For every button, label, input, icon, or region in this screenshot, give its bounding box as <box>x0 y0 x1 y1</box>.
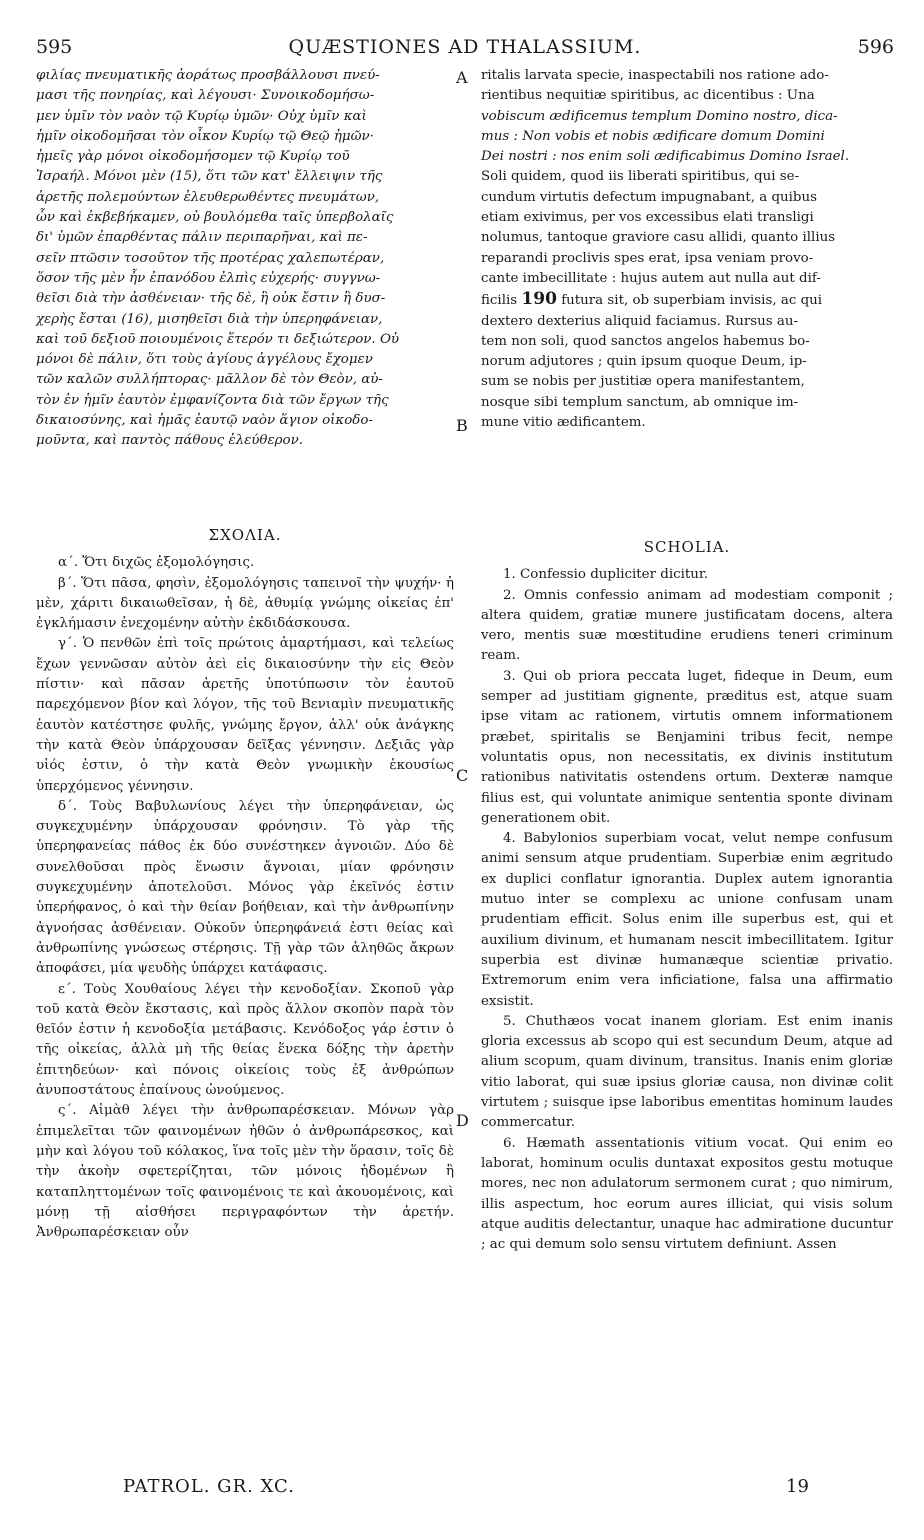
latin-line <box>481 289 893 311</box>
latin-line: norum adjutores ; quin ipsum quoque Deum, ip- <box>481 354 807 370</box>
page-number-right: 596 <box>857 36 894 58</box>
latin-line: sum se nobis per justitiæ opera manifestantem, <box>481 374 805 390</box>
latin-line: rientibus nequitiæ spiritibus, ac dicentibus : Una <box>481 88 815 104</box>
latin-line: Dei nostri : nos enim soli ædificabimus Domino Israel. <box>481 149 850 165</box>
latin-line: tem non soli, quod sanctos angelos habemus bo- <box>481 333 810 349</box>
greek-line: μοῦντα, καὶ παντὸς πάθους ἐλεύθερον. <box>36 433 303 449</box>
greek-scholion: ς΄. Αἱμὰθ λέγει τὴν ἀνθρωπαρέσκειαν. Μόνων γὰρ ἐπιμελεῖται τῶν φαινομένων ἠθῶν ὁ ἀνθρωπάρεσκος, καὶ μὴν καὶ λόγου τοῦ κόλακος, ἵνα τοῖς μὲν τὴν ὅρασιν, τοῖς δὲ τὴν ἀκοὴν σφετερίζηται, τῶν μόνοις ἡδομένων ἢ καταπληττομένων τοῖς φαινομένοις τε καὶ ἀκουομένοις, καὶ μόνῃ τῇ αἰσθήσει περιγραφόντων τὴν ἀρετήν. Ἀνθρωπαρέσκειαν οὖν <box>36 1103 454 1241</box>
latin-scholia <box>481 537 893 1255</box>
column-number: 190 <box>521 289 557 310</box>
greek-scholia-heading: ΣΧΟΛΙΑ. <box>208 526 282 544</box>
greek-scholion: δ΄. Τοὺς Βαβυλωνίους λέγει τὴν ὑπερηφάνειαν, ὡς συγκεχυμένην ὑπάρχουσαν φρόνησιν. Τὸ γὰρ τῆς ὑπερηφανείας πάθος ἐκ δύο συνέστηκεν ἀγνοιῶν. Δύο δὲ συνελθοῦσαι πρὸς ἕνωσιν ἄγνοιαι, μίαν φρόνησιν συγκεχυμένην ἀποτελοῦσι. Μόνος γὰρ ἐκεῖνός ἐστιν ὑπερήφανος, ὁ καὶ τὴν θείαν βοήθειαν, καὶ τὴν ἀνθρωπίνην ἀγνοήσας ἀσθένειαν. Οὐκοῦν ὑπερηφάνειά ἐστι θείας καὶ ἀνθρωπίνης γνώσεως στέρησις. Τῇ γὰρ τῶν ἀληθῶς ἄκρων ἀποφάσει, μία ψευδὴς ὑπάρχει κατάφασις. <box>36 798 454 977</box>
greek-scholion: ε΄. Τοὺς Χουθαίους λέγει τὴν κενοδοξίαν. Σκοποῦ γὰρ τοῦ κατὰ Θεὸν ἔκστασις, καὶ πρὸς ἄλλον σκοπὸν παρὰ τὸν θεῖόν ἐστιν ἡ κενοδοξία μετάβασις. Κενόδοξος γάρ ἐστιν ὁ τῆς οἰκείας, ἀλλὰ μὴ τῆς θείας ἕνεκα δόξης τὴν ἀρετὴν ἐπιτηδεύων· καὶ πόνοις οἰκείοις τοὺς ἐξ ἀνθρώπων ἀνυποστάτους ἐπαίνους ὠνούμενος. <box>36 981 454 1099</box>
latin-line: cundum virtutis defectum impugnabant, a quibus <box>481 189 817 205</box>
greek-main-text <box>36 66 454 452</box>
greek-scholion: β΄. Ὅτι πᾶσα, φησὶν, ἐξομολόγησις ταπεινοῖ τὴν ψυχήν· ἡ μὲν, χάριτι δικαιωθεῖσαν, ἡ δὲ, ἀθυμίᾳ γνώμης οἰκείας ἐπ' ἐγκλήμασιν ἐνεχομένην αὐτὴν ἐκδιδάσκουσα. <box>36 575 454 632</box>
latin-line: vobiscum ædificemus templum Domino nostro, dica- <box>481 108 838 124</box>
greek-column <box>36 66 454 452</box>
latin-line-end: futura sit, ob superbiam invisis, ac qui <box>561 293 823 309</box>
page-number-left: 595 <box>36 36 73 58</box>
greek-line: ὅσον τῆς μὲν ἦν ἐπανόδου ἐλπὶς εὐχερής· συγγνω- <box>36 270 381 286</box>
latin-line: mus : Non vobis et nobis ædificare domum Domini <box>481 128 825 144</box>
latin-line: mune vitio ædificantem. <box>481 415 646 431</box>
latin-scholion: 2. Omnis confessio animam ad modestiam componit ; altera quidem, gratiæ munere justificatam docens, altera vero, mentis suæ mœstitudine erudiens teneri criminum ream. <box>481 587 893 664</box>
greek-line: ἀρετῆς πολεμούντων ἐλευθερωθέντες πνευμάτων, <box>36 189 380 205</box>
footer-series-label: PATROL. GR. XC. <box>123 1476 295 1497</box>
greek-line: μασι τῆς πονηρίας, καὶ λέγουσι· Συνοικοδομήσω- <box>36 88 375 104</box>
greek-line: χερὴς ἔσται (16), μισηθεῖσι διὰ τὴν ὑπερηφάνειαν, <box>36 311 383 327</box>
greek-line: δικαιοσύνης, καὶ ἡμᾶς ἑαυτῷ ναὸν ἅγιον οἰκοδο- <box>36 413 373 429</box>
greek-line: φιλίας πνευματικῆς ἀοράτως προσβάλλουσι πνεύ- <box>36 68 380 83</box>
greek-line: ἡμεῖς γὰρ μόνοι οἰκοδομήσομεν τῷ Κυρίῳ τοῦ <box>36 149 350 165</box>
page-header <box>36 36 894 66</box>
latin-line: nolumus, tantoque graviore casu allidi, quanto illius <box>481 230 836 246</box>
greek-scholion: γ΄. Ὁ πενθῶν ἐπὶ τοῖς πρώτοις ἁμαρτήμασι, καὶ τελείως ἔχων γεννῶσαν αὐτὸν ἀεὶ εἰς δικαιοσύνην τὴν εἰς Θεὸν πίστιν· καὶ πᾶσαν ἀρετῆς ὑποτύπωσιν τὸν ἑαυτοῦ παρεχόμενον βίον καὶ λόγον, τῆς τοῦ Βενιαμὶν πνευματικῆς ἑαυτὸν κατέστησε φυλῆς, γνώμης ἔργον, ἀλλ' οὐκ ἀνάγκης τὴν κατὰ Θεὸν ὑπάρχουσαν δεῖξας γέννησιν. Δεξιᾶς γὰρ υἱός ἐστιν, ὁ τὴν κατὰ Θεὸν γνωμικὴν ἑκουσίως ὑπερχόμενος γέννησιν. <box>36 636 454 794</box>
greek-line: μόνοι δὲ πάλιν, ὅτι τοὺς ἁγίους ἀγγέλους ἔχομεν <box>36 352 373 368</box>
latin-scholion: 3. Qui ob priora peccata luget, fideque in Deum, eum semper ad justitiam gignente, præditus est, atque suam ipse vitam ac rationem, virtutis omnem informationem præbet, spiritalis se Benjamini tribus fecit, nempe voluntatis opus, non necessitatis, ex divinis institutum rationibus nativitatis ostendens ortum. Dexteræ namque filius est, qui voluntate animique sententia sponte divinam generationem obit. <box>481 668 893 826</box>
margin-letter-c: C <box>456 766 469 785</box>
latin-line: reparandi proclivis spes erat, ipsa veniam provo- <box>481 250 814 266</box>
latin-line: etiam exivimus, per vos excessibus elati transligi <box>481 210 814 226</box>
greek-line: μεν ὑμῖν τὸν ναὸν τῷ Κυρίῳ ὑμῶν· Οὐχ ὑμῖν καὶ <box>36 108 367 124</box>
latin-main-text <box>481 66 893 433</box>
latin-line: Soli quidem, quod iis liberati spiritibus, qui se- <box>481 169 800 185</box>
running-title: QUÆSTIONES AD THALASSIUM. <box>288 36 642 58</box>
latin-scholion: 6. Hæmath assentationis vitium vocat. Qui enim eo laborat, hominum oculis duntaxat expositos gestu motuque mores, nec non adulatorum sermonem curat ; quo nimirum, illis aspectum, hoc eorum aures illiciat, qui visis solum atque auditis delectantur, unaque hac admiratione ducuntur ; ac qui demum solo sensu virtutem definiunt. Assen <box>481 1135 893 1253</box>
greek-line: τῶν καλῶν συλλήπτορας· μᾶλλον δὲ τὸν Θεὸν, αὐ- <box>36 372 383 388</box>
greek-scholia <box>36 525 454 1243</box>
greek-line: ἡμῖν οἰκοδομῆσαι τὸν οἶκον Κυρίῳ τῷ Θεῷ ἡμῶν· <box>36 128 374 144</box>
latin-column <box>481 66 893 433</box>
latin-line: cante imbecillitate : hujus autem aut nulla aut dif- <box>481 270 821 286</box>
margin-letter-d: D <box>456 1111 469 1130</box>
greek-line: ὧν καὶ ἐκβεβήκαμεν, οὐ βουλόμεθα ταῖς ὑπερβολαῖς <box>36 210 394 226</box>
latin-scholion: 5. Chuthæos vocat inanem gloriam. Est enim inanis gloria excessus ab scopo qui est secundum Deum, atque ad alium scopum, quam divinum, transitus. Inanis enim gloriæ vitio laborat, qui suæ ipsius gloriæ causa, non divinæ colit virtutem ; suisque ipse laboribus ementitas hominum laudes commercatur. <box>481 1013 893 1131</box>
latin-scholion: 1. Confessio dupliciter dicitur. <box>503 567 709 583</box>
greek-line: θεῖσι διὰ τὴν ἀσθένειαν· τῆς δὲ, ἢ οὐκ ἔστιν ἢ δυσ- <box>36 291 386 307</box>
latin-scholia-heading: SCHOLIA. <box>643 538 731 556</box>
margin-letter-a: A <box>456 68 468 87</box>
latin-line: ritalis larvata specie, inaspectabili nos ratione ado- <box>481 68 829 83</box>
latin-scholion: 4. Babylonios superbiam vocat, velut nempe confusum animi sensum atque prudentiam. Superbiæ enim ægritudo ex duplici conflatur ignorantia. Duplex autem ignorantia mutuo inter se complexu ac unione confusam unam prudentiam efficit. Solus enim ille superbus est, qui et auxilium divinum, et humanam nescit imbecillitatem. Igitur superbia est divinæ humanæque scientiæ privatio. Extremorum enim vera inficiatione, falsa una affirmatio exsistit. <box>481 831 893 1009</box>
latin-line-start: ficilis <box>481 293 518 309</box>
latin-line: dextero dexterius aliquid faciamus. Rursus au- <box>481 313 798 329</box>
greek-line: σεῖν πτῶσιν τοσοῦτον τῆς προτέρας χαλεπωτέραν, <box>36 250 385 266</box>
greek-line: δι' ὑμῶν ἐπαρθέντας πάλιν περιπαρῆναι, καὶ πε- <box>36 230 368 246</box>
margin-letter-b: B <box>456 416 468 435</box>
greek-line: καὶ τοῦ δεξιοῦ ποιουμένοις ἕτερόν τι δεξιώτερον. Οὐ <box>36 331 400 347</box>
greek-line: Ἰσραήλ. Μόνοι μὲν (15), ὅτι τῶν κατ' ἔλλειψιν τῆς <box>36 169 383 185</box>
greek-line: τὸν ἐν ἡμῖν ἑαυτὸν ἐμφανίζοντα διὰ τῶν ἔργων τῆς <box>36 392 389 408</box>
latin-line: nosque sibi templum sanctum, ab omnique im- <box>481 394 799 410</box>
footer-signature-number: 19 <box>786 1476 809 1497</box>
greek-scholion: α΄. Ὅτι διχῶς ἐξομολόγησις. <box>58 555 255 571</box>
